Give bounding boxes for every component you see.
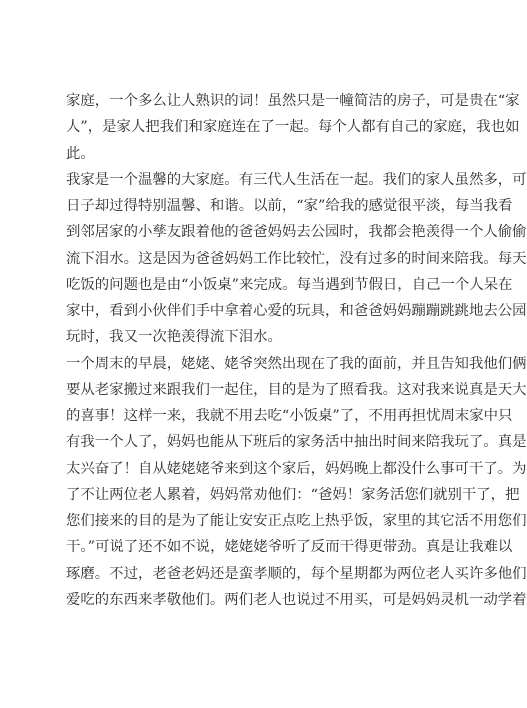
text-line: 太兴奋了！自从姥姥姥爷来到这个家后，妈妈晚上都没什么事可干了。为 xyxy=(66,460,527,477)
text-line: 要从老家搬过来跟我们一起住，目的是为了照看我。这对我来说真是天大 xyxy=(66,381,527,398)
text-line: 人”，是家人把我们和家庭连在了一起。每个人都有自己的家庭，我也如 xyxy=(66,119,520,136)
essay-body xyxy=(66,88,527,613)
text-line: 爱吃的东西来孝敬他们。两们老人也说过不用买，可是妈妈灵机一动学着 xyxy=(66,591,527,608)
text-line: 我家是一个温馨的大家庭。有三代人生活在一起。我们的家人虽然多，可 xyxy=(66,171,527,188)
text-line: 琢磨。不过，老爸老妈还是蛮孝顺的，每个星期都为两位老人买许多他们 xyxy=(66,565,527,582)
text-line: 一个周末的早晨，姥姥、姥爷突然出现在了我的面前，并且告知我他们俩 xyxy=(66,355,527,372)
text-line: 吃饭的问题也是由“小饭桌”来完成。每当遇到节假日，自己一个人呆在 xyxy=(66,276,513,293)
text-line: 家中，看到小伙伴们手中拿着心爱的玩具，和爸爸妈妈蹦蹦跳跳地去公园 xyxy=(66,303,527,319)
text-line: 日子却过得特别温馨、和谐。以前，“家”给我的感觉很平淡，每当我看 xyxy=(66,198,513,214)
text-line: 有我一个人了，妈妈也能从下班后的家务活中抽出时间来陪我玩了。真是 xyxy=(66,434,527,451)
text-line: 了不让两位老人累着，妈妈常劝他们：“爸妈！家务活您们就别干了，把 xyxy=(66,486,520,503)
text-line: 到邻居家的小孳友跟着他的爸爸妈妈去公园时，我都会艳羡得一个人偷偷 xyxy=(66,224,527,241)
text-line: 家庭，一个多么让人熟识的词！虽然只是一幢简洁的房子，可是贵在“家 xyxy=(66,93,520,109)
text-line: 玩时，我又一次艳羡得流下泪水。 xyxy=(66,329,282,346)
text-line: 此。 xyxy=(66,145,95,162)
text-line: 流下泪水。这是因为爸爸妈妈工作比较忙，没有过多的时间来陪我。每天 xyxy=(66,250,527,267)
text-line: 的喜事！这样一来，我就不用去吃“小饭桌”了，不用再担忧周末家中只 xyxy=(66,408,513,424)
text-line: 您们接来的目的是为了能让安安正点吃上热乎饭，家里的其它活不用您们 xyxy=(66,513,527,529)
text-line: 干。”可说了还不如不说，姥姥姥爷听了反而干得更带劲。真是让我难以 xyxy=(66,539,513,556)
